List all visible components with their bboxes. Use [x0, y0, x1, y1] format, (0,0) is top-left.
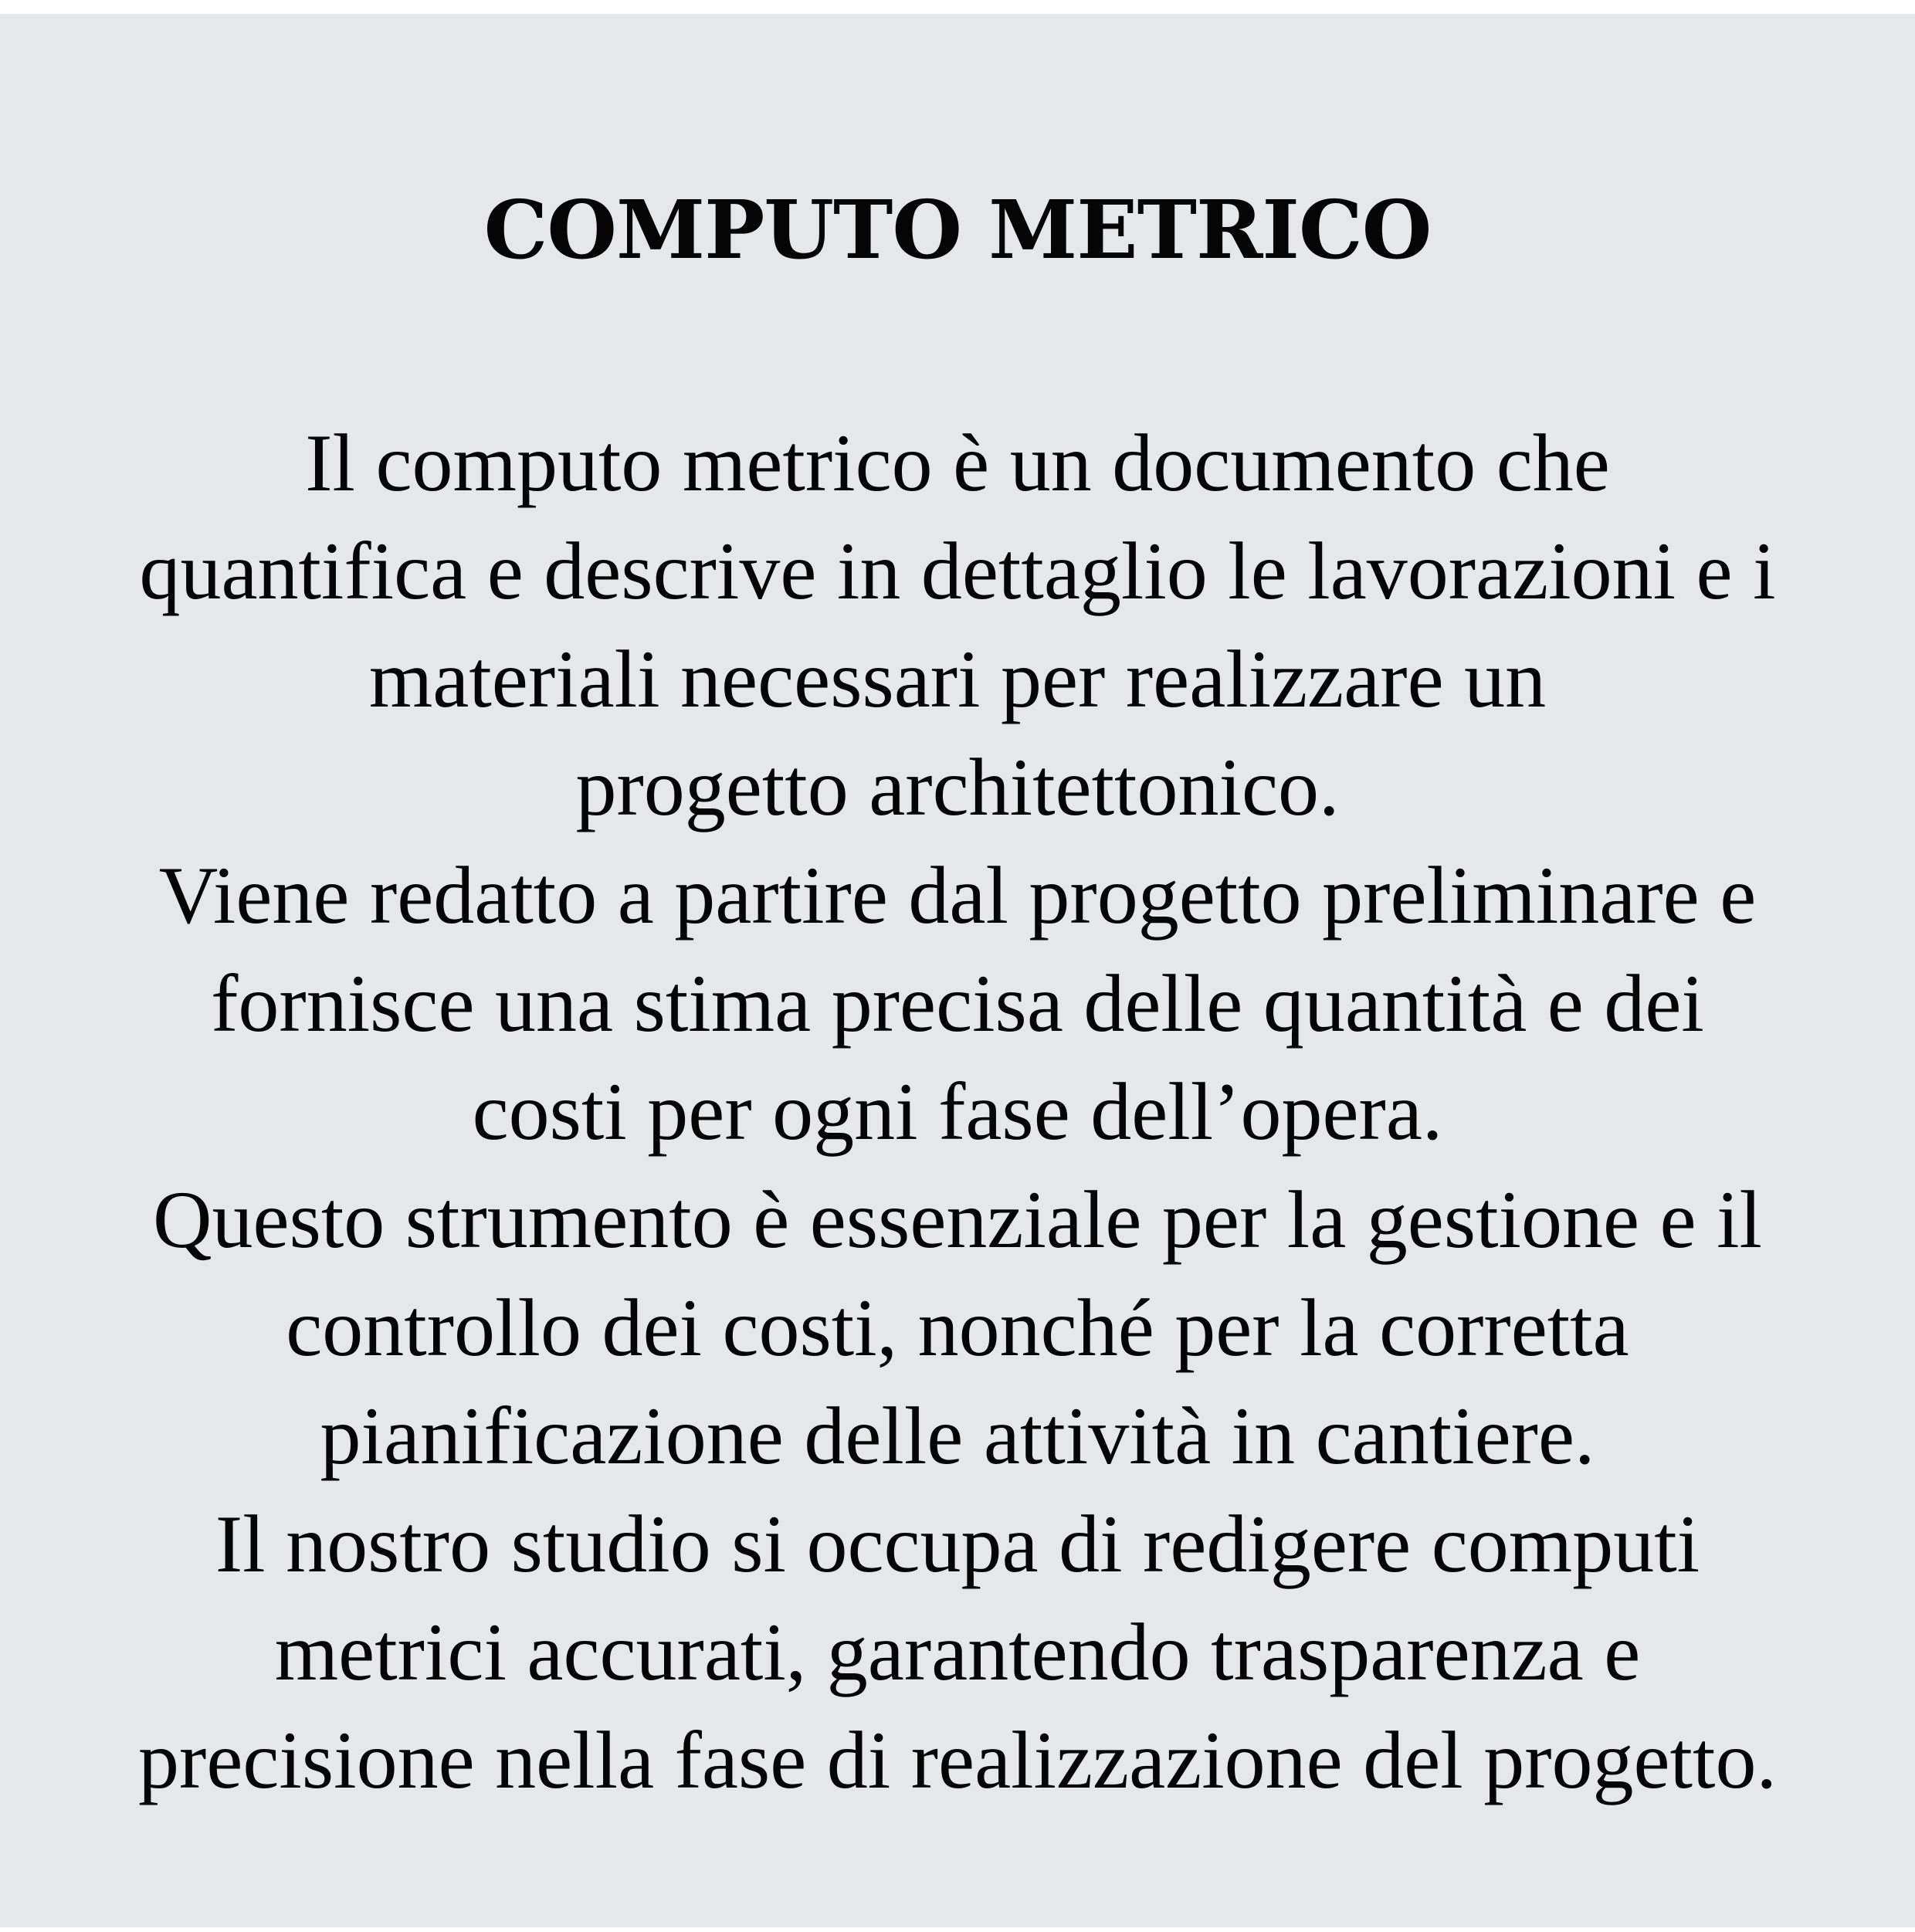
text-line: precisione nella fase di realizzazione del progetto. [138, 1715, 1777, 1805]
text-line: Il computo metrico è un documento che [305, 418, 1610, 508]
description-text [31, 409, 1884, 1815]
text-line: controllo dei costi, nonché per la corretta [286, 1283, 1629, 1373]
text-line: Viene redatto a partire dal progetto preliminare e [158, 850, 1757, 941]
page-title: COMPUTO METRICO [483, 182, 1432, 277]
text-line: progetto architettonico. [575, 742, 1340, 832]
text-line: quantifica e descrive in dettaglio le lavorazioni e i [139, 526, 1776, 616]
text-line: costi per ogni fase dell’opera. [472, 1066, 1443, 1157]
text-line: pianificazione delle attività in cantiere. [320, 1391, 1595, 1481]
text-line: materiali necessari per realizzare un [368, 634, 1547, 724]
text-line: Il nostro studio si occupa di redigere computi [215, 1499, 1700, 1589]
text-line: fornisce una stima precisa delle quantità e dei [211, 958, 1704, 1049]
text-line: Questo strumento è essenziale per la gestione e il [153, 1174, 1762, 1265]
text-line: metrici accurati, garantendo trasparenza e [274, 1607, 1641, 1697]
content-panel [0, 14, 1915, 1927]
